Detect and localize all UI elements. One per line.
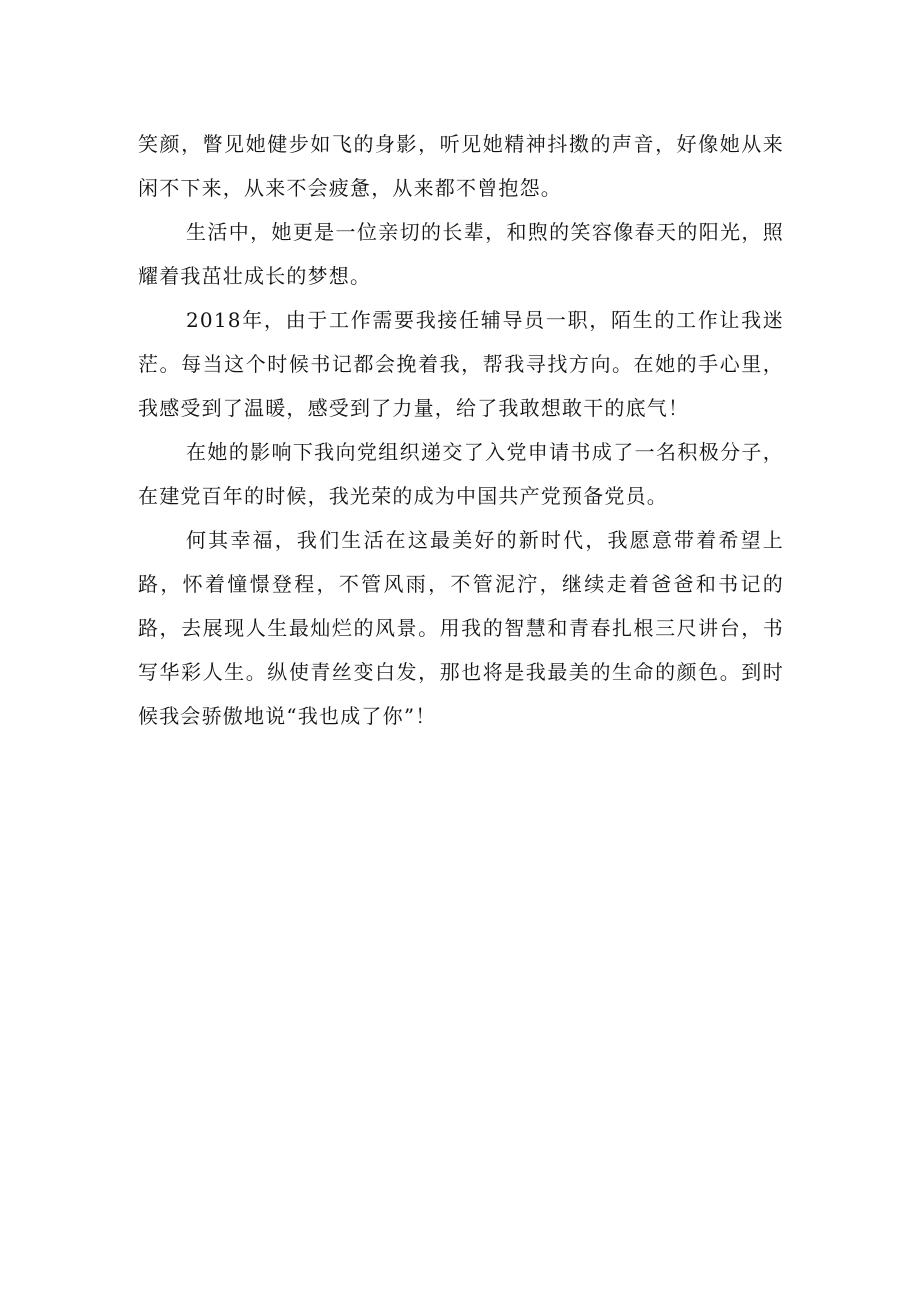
- paragraph-happiness: 何其幸福，我们生活在这最美好的新时代，我愿意带着希望上路，怀着憧憬登程，不管风雨，不管泥泞，继续走着爸爸和书记的路，去展现人生最灿烂的风景。用我的智慧和青春扎根三尺讲台，书写华彩人生。纵使青丝变白发，那也将是我最美的生命的颜色。到时候我会骄傲地说“我也成了你”！: [138, 528, 784, 728]
- document-body: [138, 122, 784, 738]
- paragraph-continuation: 笑颜，瞥见她健步如飞的身影，听见她精神抖擞的声音，好像她从来闲不下来，从来不会疲惫，从来都不曾抱怨。: [138, 132, 784, 200]
- paragraph-life: 生活中，她更是一位亲切的长辈，和煦的笑容像春天的阳光，照耀着我茁壮成长的梦想。: [138, 220, 784, 288]
- paragraph-2018: 2018年，由于工作需要我接任辅导员一职，陌生的工作让我迷茫。每当这个时候书记都会挽着我，帮我寻找方向。在她的手心里，我感受到了温暖，感受到了力量，给了我敢想敢干的底气！: [138, 308, 784, 420]
- paragraph-party: 在她的影响下我向党组织递交了入党申请书成了一名积极分子，在建党百年的时候，我光荣的成为中国共产党预备党员。: [138, 440, 784, 508]
